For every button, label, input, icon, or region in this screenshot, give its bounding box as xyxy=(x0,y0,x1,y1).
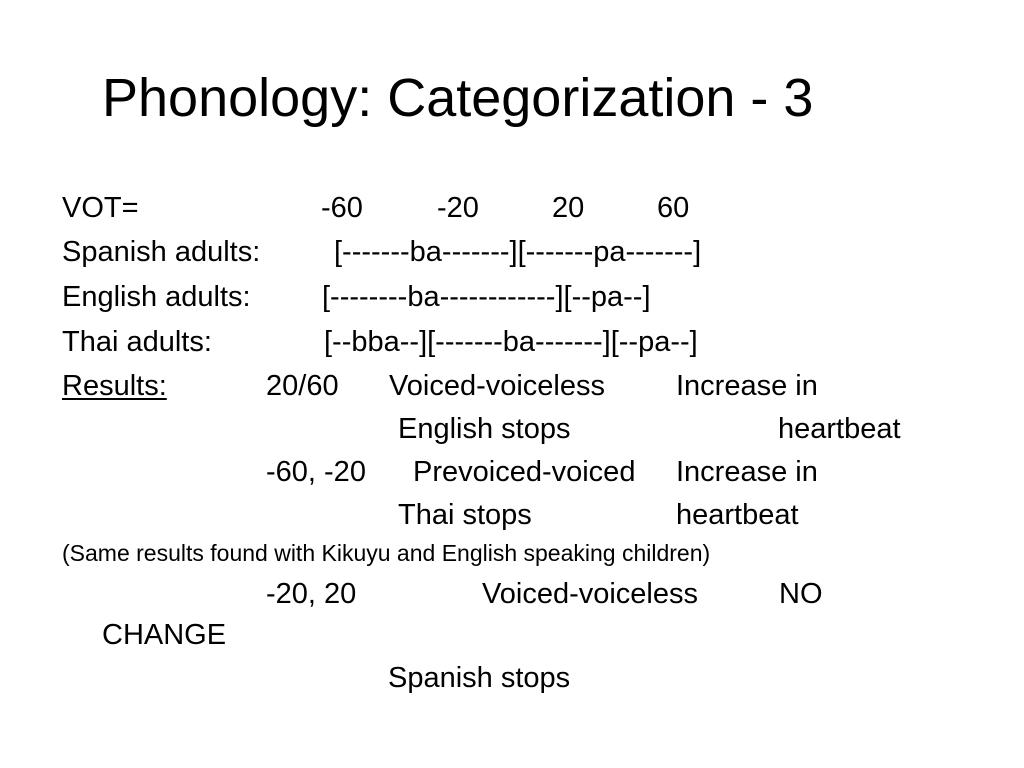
result-contrast: Prevoiced-voiced xyxy=(413,456,636,488)
result-stops: Thai stops xyxy=(398,499,532,531)
result-pair: 20/60 xyxy=(266,370,339,402)
slide-title: Phonology: Categorization - 3 xyxy=(102,68,814,128)
row-pattern-spanish: [-------ba-------][-------pa-------] xyxy=(334,236,702,268)
result-outcome-cont: CHANGE xyxy=(102,619,227,651)
result-stops: Spanish stops xyxy=(388,662,571,694)
row-label-spanish: Spanish adults: xyxy=(62,236,261,268)
vot-label: VOT= xyxy=(62,192,139,224)
vot-value: 60 xyxy=(657,192,690,224)
result-stops: English stops xyxy=(398,413,571,445)
result-outcome: Increase in xyxy=(676,370,818,402)
vot-value: -20 xyxy=(437,192,479,224)
results-label: Results: xyxy=(62,370,167,402)
row-pattern-english: [--------ba------------][--pa--] xyxy=(322,281,651,313)
result-outcome: Increase in xyxy=(676,456,818,488)
result-outcome-cont: heartbeat xyxy=(676,499,799,531)
result-outcome: NO xyxy=(779,578,823,610)
results-note: (Same results found with Kikuyu and English speaking children) xyxy=(62,540,711,566)
result-contrast: Voiced-voiceless xyxy=(482,578,698,610)
vot-value: -60 xyxy=(321,192,363,224)
row-pattern-thai: [--bba--][-------ba-------][--pa--] xyxy=(324,326,698,358)
result-outcome-cont: heartbeat xyxy=(778,413,901,445)
vot-value: 20 xyxy=(552,192,585,224)
result-pair: -20, 20 xyxy=(266,578,357,610)
row-label-thai: Thai adults: xyxy=(62,326,212,358)
row-label-english: English adults: xyxy=(62,281,251,313)
result-pair: -60, -20 xyxy=(266,456,366,488)
result-contrast: Voiced-voiceless xyxy=(389,370,605,402)
